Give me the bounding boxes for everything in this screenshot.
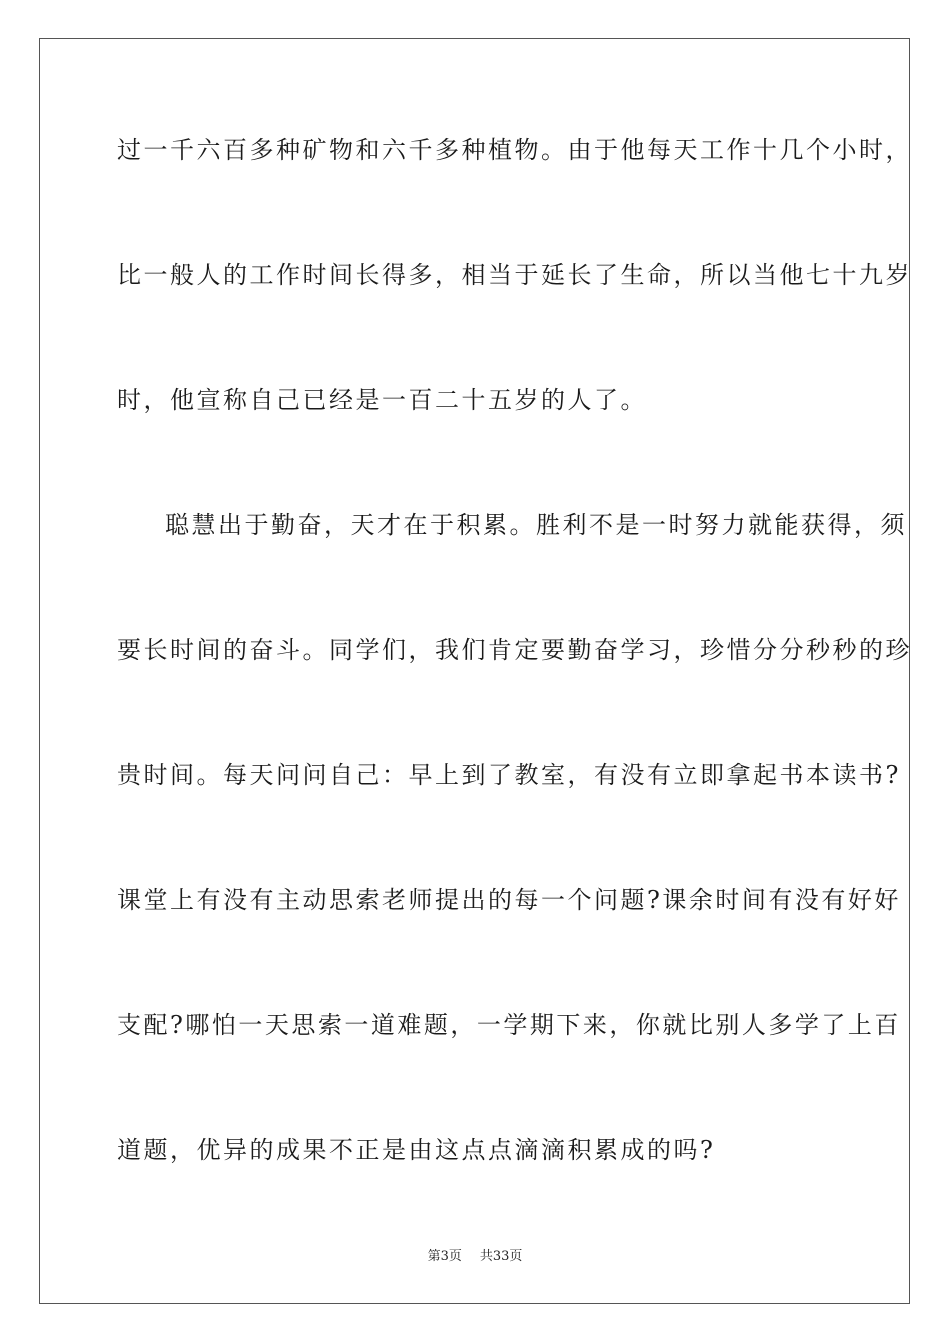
page-total: 共33页	[479, 1249, 523, 1264]
text-line-9: 道题，优异的成果不正是由这点点滴滴积累成的吗?	[117, 1136, 716, 1164]
page-number: 第3页	[427, 1249, 462, 1264]
text-line-7: 课堂上有没有主动思索老师提出的每一个问题?课余时间有没有好好	[117, 886, 901, 914]
page-border	[39, 38, 910, 1304]
text-line-6: 贵时间。每天问问自己：早上到了教室，有没有立即拿起书本读书?	[117, 761, 901, 789]
text-line-1: 过一千六百多种矿物和六千多种植物。由于他每天工作十几个小时，	[117, 136, 912, 164]
page-footer	[0, 1248, 950, 1266]
text-line-3: 时，他宣称自己已经是一百二十五岁的人了。	[117, 386, 647, 414]
text-line-5: 要长时间的奋斗。同学们，我们肯定要勤奋学习，珍惜分分秒秒的珍	[117, 636, 912, 664]
text-line-2: 比一般人的工作时间长得多，相当于延长了生命，所以当他七十九岁	[117, 261, 912, 289]
text-line-4: 聪慧出于勤奋，天才在于积累。胜利不是一时努力就能获得，须	[165, 511, 907, 539]
text-line-8: 支配?哪怕一天思索一道难题，一学期下来，你就比别人多学了上百	[117, 1011, 901, 1039]
